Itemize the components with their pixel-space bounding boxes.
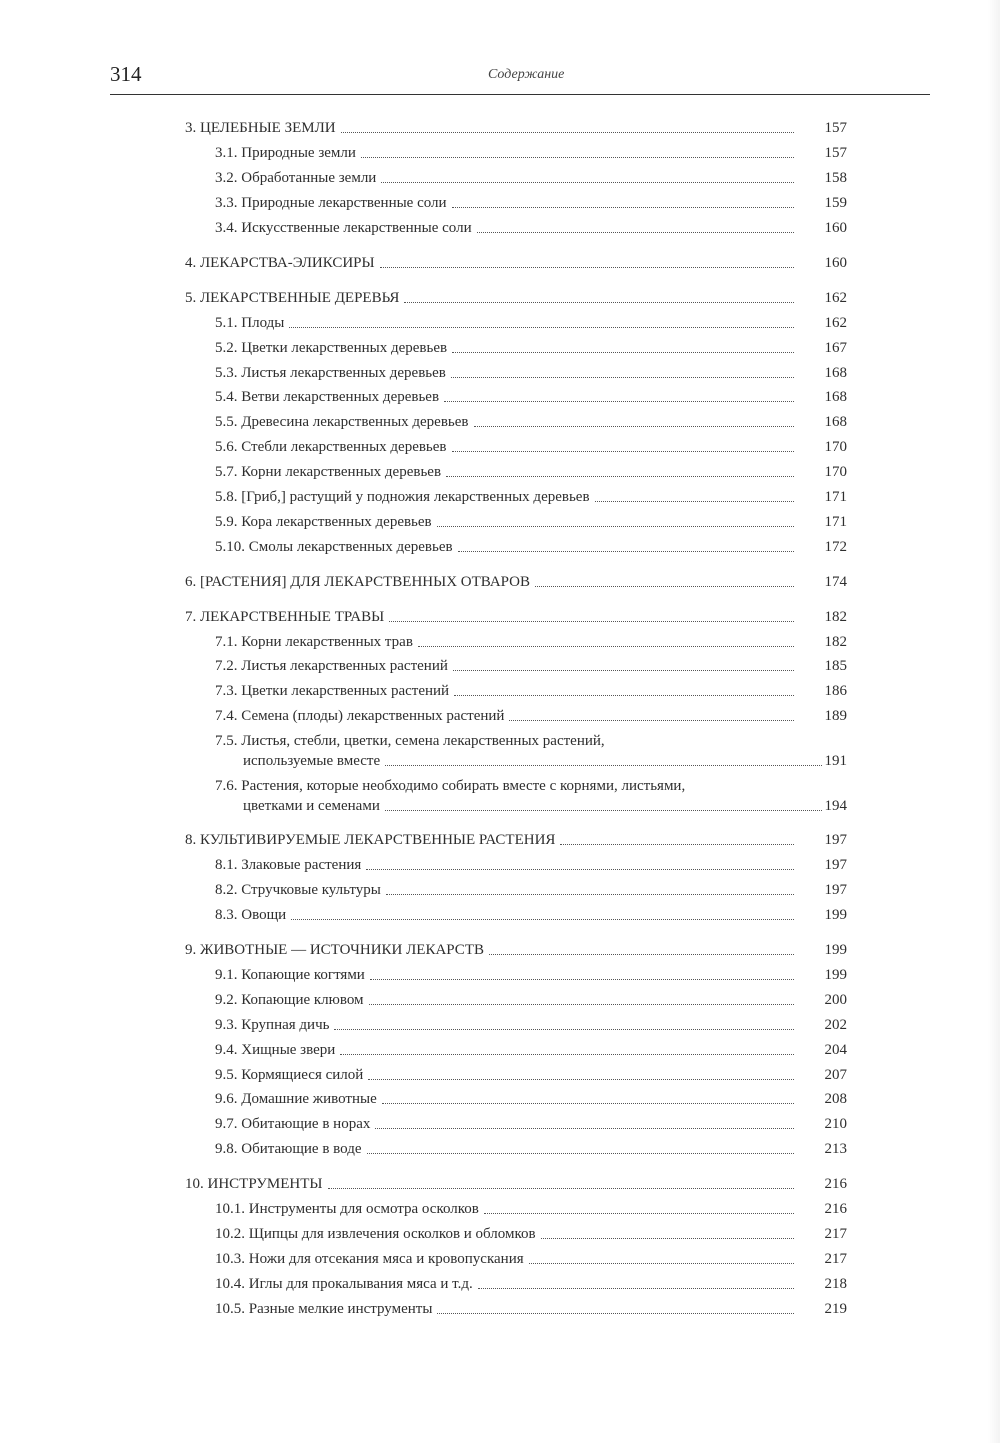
dot-leader (474, 425, 794, 427)
dot-leader (370, 978, 794, 980)
toc-subsection[interactable] (215, 1199, 797, 1219)
dot-leader (369, 1003, 794, 1005)
toc-entry-title: 5.10. Смолы лекарственных деревьев (215, 539, 453, 555)
toc-subsection[interactable] (215, 363, 797, 383)
dot-leader (478, 1287, 794, 1289)
dot-leader (477, 231, 794, 233)
toc-entry-title: 7.1. Корни лекарственных трав (215, 634, 413, 650)
toc-section-3[interactable] (185, 118, 797, 138)
toc-entry-title: 8.3. Овощи (215, 907, 287, 923)
dot-leader (382, 1102, 794, 1104)
toc-subsection[interactable] (215, 905, 797, 925)
toc-entry-title: 8.1. Злаковые растения (215, 857, 362, 873)
toc-entry-title: 9.6. Домашние животные (215, 1091, 377, 1107)
toc-entry-title: 5.8. [Гриб,] растущий у подножия лекарственных деревьев (215, 489, 590, 505)
dot-leader (452, 351, 794, 353)
toc-section-4[interactable] (185, 253, 797, 273)
toc-entry-title: 5.9. Кора лекарственных деревьев (215, 514, 432, 530)
toc-page-number: 160 (824, 220, 847, 236)
toc-page-number: 197 (824, 832, 847, 848)
toc-entry-title: 5.3. Листья лекарственных деревьев (215, 365, 446, 381)
toc-section-6[interactable] (185, 572, 797, 592)
toc-entry-title: 5.5. Древесина лекарственных деревьев (215, 414, 469, 430)
toc-subsection[interactable] (215, 1139, 797, 1159)
toc-entry-title: 7.2. Листья лекарственных растений (215, 658, 448, 674)
toc-entry-title: 7.6. Растения, которые необходимо собирать вместе с корнями, листьями, (215, 778, 686, 794)
toc-page-number: 218 (824, 1276, 847, 1292)
toc-page-number: 168 (824, 389, 847, 405)
dot-leader (291, 918, 794, 920)
toc-page-number: 157 (824, 120, 847, 136)
toc-page-number: 216 (824, 1176, 847, 1192)
toc-subsection[interactable] (215, 537, 797, 557)
dot-leader (595, 500, 794, 502)
toc-subsection[interactable] (215, 965, 797, 985)
toc-page-number: 167 (824, 340, 847, 356)
toc-subsection[interactable] (215, 193, 797, 213)
toc-subsection[interactable] (215, 1015, 797, 1035)
toc-subsection[interactable] (215, 990, 797, 1010)
toc-subsection[interactable] (215, 632, 797, 652)
toc-entry-title: 3.4. Искусственные лекарственные соли (215, 220, 472, 236)
toc-entry-title: 9.4. Хищные звери (215, 1042, 336, 1058)
toc-page-number: 202 (824, 1017, 847, 1033)
toc-page-number: 172 (824, 539, 847, 555)
toc-entry-title: 3. ЦЕЛЕБНЫЕ ЗЕМЛИ (185, 120, 336, 136)
toc-section-5[interactable] (185, 288, 797, 308)
dot-leader (437, 525, 794, 527)
toc-entry-title: 8.2. Стручковые культуры (215, 882, 381, 898)
toc-page-number: 182 (824, 634, 847, 650)
toc-page-number: 197 (824, 857, 847, 873)
toc-section-9[interactable] (185, 940, 797, 960)
toc-page-number: 170 (824, 464, 847, 480)
toc-entry-title: 10.4. Иглы для прокалывания мяса и т.д. (215, 1276, 473, 1292)
dot-leader (361, 156, 794, 158)
toc-page-number: 186 (824, 683, 847, 699)
toc-subsection[interactable] (215, 387, 797, 407)
toc-entry-title: 7.3. Цветки лекарственных растений (215, 683, 450, 699)
toc-entry-title: 5.1. Плоды (215, 315, 285, 331)
toc-entry-title: 3.2. Обработанные земли (215, 170, 377, 186)
dot-leader (444, 400, 794, 402)
toc-page-number: 171 (824, 489, 847, 505)
toc-page-number: 208 (824, 1091, 847, 1107)
toc-subsection[interactable] (215, 512, 797, 532)
toc-page-number: 182 (824, 609, 847, 625)
toc-subsection[interactable] (215, 313, 797, 333)
toc-entry-title: 9.8. Обитающие в воде (215, 1141, 362, 1157)
dot-leader (452, 206, 794, 208)
toc-subsection[interactable] (215, 681, 797, 701)
toc-page-number: 217 (824, 1251, 847, 1267)
toc-subsection[interactable] (215, 1114, 797, 1134)
toc-entry-title: 10.5. Разные мелкие инструменты (215, 1301, 433, 1317)
toc-entry-title: 9.2. Копающие клювом (215, 992, 364, 1008)
toc-section-8[interactable] (185, 830, 797, 850)
toc-page-number: 162 (824, 290, 847, 306)
toc-entry-title: 9.1. Копающие когтями (215, 967, 365, 983)
dot-leader (380, 266, 794, 268)
toc-entry-title: 7.4. Семена (плоды) лекарственных растений (215, 708, 505, 724)
dot-leader (386, 893, 794, 895)
toc-page-number: 219 (824, 1301, 847, 1317)
toc-subsection[interactable] (215, 1065, 797, 1085)
dot-leader (334, 1028, 794, 1030)
dot-leader (418, 645, 794, 647)
toc-page-number: 158 (824, 170, 847, 186)
dot-leader (541, 1237, 794, 1239)
dot-leader (489, 953, 794, 955)
dot-leader (458, 550, 794, 552)
toc-page-number: 216 (824, 1201, 847, 1217)
toc-page-number: 199 (824, 907, 847, 923)
toc-page-number: 194 (824, 798, 847, 814)
dot-leader (437, 1312, 794, 1314)
dot-leader (341, 131, 794, 133)
toc-entry-title: 9. ЖИВОТНЫЕ — ИСТОЧНИКИ ЛЕКАРСТВ (185, 942, 484, 958)
dot-leader (289, 326, 794, 328)
toc-entry-title: 5.7. Корни лекарственных деревьев (215, 464, 442, 480)
toc-subsection[interactable] (215, 1089, 797, 1109)
toc-subsection[interactable] (215, 1249, 797, 1269)
toc-entry-title: 7. ЛЕКАРСТВЕННЫЕ ТРАВЫ (185, 609, 385, 625)
page-number: 314 (110, 62, 142, 86)
toc-subsection[interactable] (215, 487, 797, 507)
toc-page-number: 217 (824, 1226, 847, 1242)
toc-entry-title: 5.4. Ветви лекарственных деревьев (215, 389, 440, 405)
dot-leader (446, 475, 794, 477)
toc-subsection[interactable] (215, 706, 797, 726)
toc-subsection[interactable] (215, 1274, 797, 1294)
toc-subsection[interactable] (215, 1224, 797, 1244)
toc-page-number: 162 (824, 315, 847, 331)
dot-leader (340, 1053, 794, 1055)
toc-subsection[interactable] (215, 656, 797, 676)
toc-entry-title: 10. ИНСТРУМЕНТЫ (185, 1176, 323, 1192)
toc-page-number: 197 (824, 882, 847, 898)
toc-page-number: 160 (824, 255, 847, 271)
toc-entry-title: 3.1. Природные земли (215, 145, 356, 161)
dot-leader (453, 669, 794, 671)
dot-leader (452, 450, 794, 452)
toc-entry-title: 9.5. Кормящиеся силой (215, 1067, 364, 1083)
toc-section-7[interactable] (185, 607, 797, 627)
toc-subsection[interactable] (215, 143, 797, 163)
toc-subsection[interactable] (215, 1299, 797, 1319)
toc-subsection[interactable] (215, 437, 797, 457)
dot-leader (484, 1212, 794, 1214)
toc-entry-title: 4. ЛЕКАРСТВА-ЭЛИКСИРЫ (185, 255, 375, 271)
toc-subsection[interactable] (215, 462, 797, 482)
dot-leader (381, 181, 794, 183)
toc-page-number: 199 (824, 967, 847, 983)
dot-leader (366, 868, 794, 870)
dot-leader (385, 809, 822, 811)
toc-page-number: 189 (824, 708, 847, 724)
dot-leader (404, 301, 794, 303)
toc-entry-title: 8. КУЛЬТИВИРУЕМЫЕ ЛЕКАРСТВЕННЫЕ РАСТЕНИЯ (185, 832, 556, 848)
toc-entry-title: 6. [РАСТЕНИЯ] ДЛЯ ЛЕКАРСТВЕННЫХ ОТВАРОВ (185, 574, 531, 590)
toc-page-number: 200 (824, 992, 847, 1008)
toc-section-10[interactable] (185, 1174, 797, 1194)
toc-page-number: 174 (824, 574, 847, 590)
toc-entry-title: 9.7. Обитающие в норах (215, 1116, 371, 1132)
dot-leader (389, 620, 794, 622)
toc-entry-title: 3.3. Природные лекарственные соли (215, 195, 447, 211)
toc-subsection[interactable] (215, 412, 797, 432)
toc-page-number: 207 (824, 1067, 847, 1083)
toc-subsection[interactable] (215, 218, 797, 238)
toc-page-number: 171 (824, 514, 847, 530)
dot-leader (451, 376, 794, 378)
toc-entry-title: 7.5. Листья, стебли, цветки, семена лекарственных растений, (215, 733, 605, 749)
toc-page-number: 210 (824, 1116, 847, 1132)
toc-page-number: 168 (824, 414, 847, 430)
toc-page-number: 170 (824, 439, 847, 455)
toc-page-number: 168 (824, 365, 847, 381)
toc-subsection[interactable] (215, 1040, 797, 1060)
toc-subsection[interactable] (215, 731, 797, 771)
toc-page-number: 199 (824, 942, 847, 958)
dot-leader (368, 1078, 794, 1080)
dot-leader (560, 843, 794, 845)
toc-page-number: 213 (824, 1141, 847, 1157)
toc-entry-title: 5.6. Стебли лекарственных деревьев (215, 439, 447, 455)
dot-leader (529, 1262, 794, 1264)
toc-page-number: 159 (824, 195, 847, 211)
toc-entry-title: 10.3. Ножи для отсекания мяса и кровопускания (215, 1251, 524, 1267)
toc-subsection[interactable] (215, 855, 797, 875)
toc-page-number: 204 (824, 1042, 847, 1058)
toc-page-number: 185 (824, 658, 847, 674)
dot-leader (375, 1127, 794, 1129)
toc-subsection[interactable] (215, 168, 797, 188)
toc-entry-title: 5.2. Цветки лекарственных деревьев (215, 340, 448, 356)
toc-subsection[interactable] (215, 880, 797, 900)
page-edge-shadow (988, 0, 1000, 1443)
toc-entry-title: 10.1. Инструменты для осмотра осколков (215, 1201, 479, 1217)
toc-entry-title: 5. ЛЕКАРСТВЕННЫЕ ДЕРЕВЬЯ (185, 290, 400, 306)
toc-entry-title-continued: используемые вместе (243, 753, 381, 769)
dot-leader (535, 585, 794, 587)
dot-leader (509, 719, 794, 721)
dot-leader (385, 764, 822, 766)
toc-subsection[interactable] (215, 338, 797, 358)
running-head: Содержание (488, 67, 565, 82)
toc-entry-title-continued: цветками и семенами (243, 798, 380, 814)
dot-leader (328, 1187, 795, 1189)
dot-leader (367, 1152, 795, 1154)
toc-entry-title: 9.3. Крупная дичь (215, 1017, 330, 1033)
toc-page-number: 157 (824, 145, 847, 161)
toc-page-number: 191 (824, 753, 847, 769)
toc-subsection[interactable] (215, 776, 797, 816)
dot-leader (454, 694, 794, 696)
toc-entry-title: 10.2. Щипцы для извлечения осколков и обломков (215, 1226, 536, 1242)
